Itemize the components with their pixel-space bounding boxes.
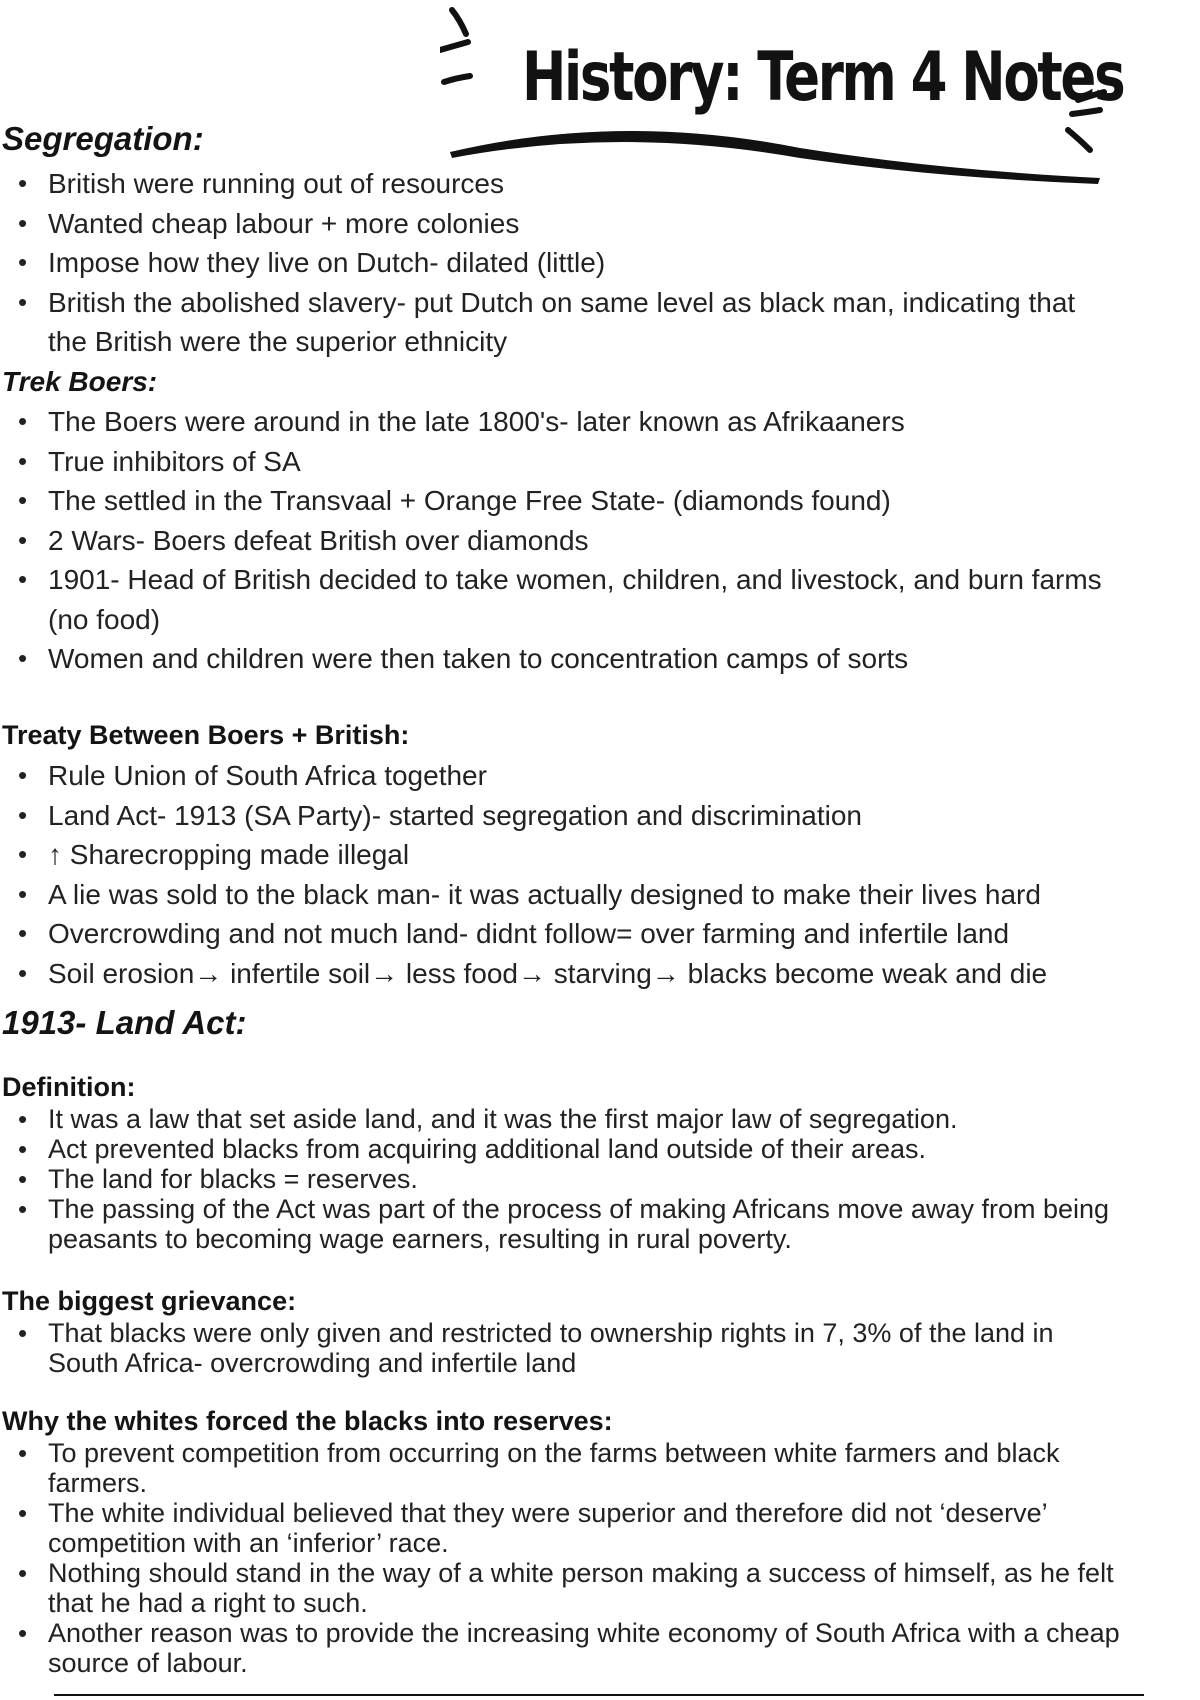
list-item: • British were running out of resources — [0, 164, 1120, 204]
grievance-list — [0, 1318, 1120, 1378]
grievance-heading: The biggest grievance: — [2, 1286, 297, 1316]
list-item: • Wanted cheap labour + more colonies — [0, 204, 1120, 244]
list-item: • Impose how they live on Dutch- dilated (little) — [0, 243, 1120, 283]
list-item: • The passing of the Act was part of the process of making Africans move away from being peasants to becoming wage earners, resulting in rural poverty. — [0, 1194, 1120, 1254]
why-reserves-heading: Why the whites forced the blacks into reserves: — [2, 1406, 613, 1436]
list-item: • 1901- Head of British decided to take women, children, and livestock, and burn farms (no food) — [0, 560, 1120, 639]
list-item: • Soil erosion→ infertile soil→ less food→ starving→ blacks become weak and die — [0, 954, 1120, 994]
list-item: • British the abolished slavery- put Dutch on same level as black man, indicating that the British were the superior ethnicity — [0, 283, 1120, 362]
segregation-heading: Segregation: — [2, 120, 204, 157]
list-item: • That blacks were only given and restricted to ownership rights in 7, 3% of the land in South Africa- overcrowding and infertile land — [0, 1318, 1120, 1378]
list-item: • It was a law that set aside land, and it was the first major law of segregation. — [0, 1104, 1120, 1134]
list-item: • The land for blacks = reserves. — [0, 1164, 1120, 1194]
treaty-heading: Treaty Between Boers + British: — [2, 720, 410, 750]
why-reserves-list — [0, 1438, 1120, 1678]
segregation-list — [0, 164, 1120, 362]
list-item: • Land Act- 1913 (SA Party)- started segregation and discrimination — [0, 796, 1120, 836]
list-item: • Overcrowding and not much land- didnt follow= over farming and infertile land — [0, 914, 1120, 954]
list-item: • True inhibitors of SA — [0, 442, 1120, 482]
list-item: • ↑ Sharecropping made illegal — [0, 835, 1120, 875]
definition-heading: Definition: — [2, 1072, 136, 1102]
list-item: • Another reason was to provide the increasing white economy of South Africa with a cheap source of labour. — [0, 1618, 1120, 1678]
list-item: • The settled in the Transvaal + Orange Free State- (diamonds found) — [0, 481, 1120, 521]
list-item: • A lie was sold to the black man- it was actually designed to make their lives hard — [0, 875, 1120, 915]
list-item: • The Boers were around in the late 1800's- later known as Afrikaaners — [0, 402, 1120, 442]
list-item: • The white individual believed that they were superior and therefore did not ‘deserve’ competition with an ‘inferior’ race. — [0, 1498, 1120, 1558]
trek-boers-heading: Trek Boers: — [2, 366, 158, 397]
bottom-divider — [54, 1694, 1144, 1696]
list-item: • Women and children were then taken to concentration camps of sorts — [0, 639, 1120, 679]
list-item: • To prevent competition from occurring on the farms between white farmers and black farmers. — [0, 1438, 1120, 1498]
list-item: • Act prevented blacks from acquiring additional land outside of their areas. — [0, 1134, 1120, 1164]
trek-boers-list — [0, 402, 1120, 679]
land-act-heading: 1913- Land Act: — [2, 1004, 247, 1041]
list-item: • Rule Union of South Africa together — [0, 756, 1120, 796]
definition-list — [0, 1104, 1120, 1254]
list-item: • 2 Wars- Boers defeat British over diamonds — [0, 521, 1120, 561]
list-item: • Nothing should stand in the way of a white person making a success of himself, as he felt that he had a right to such. — [0, 1558, 1120, 1618]
page-title: History: Term 4 Notes — [522, 38, 1124, 117]
treaty-list — [0, 756, 1120, 993]
